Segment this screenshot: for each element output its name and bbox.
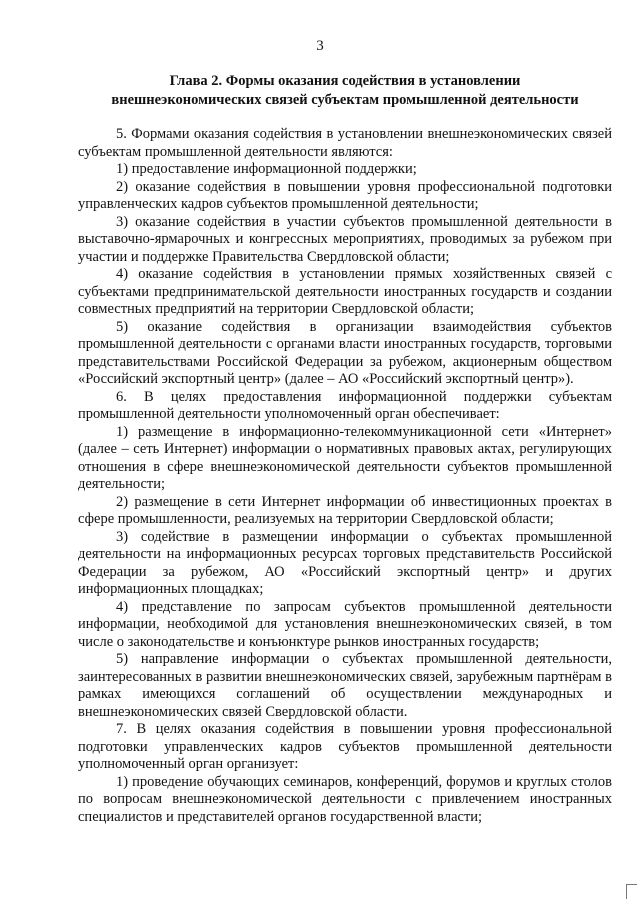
chapter-title (80, 72, 610, 110)
page-number: 3 (316, 38, 324, 54)
document-body (78, 126, 612, 826)
list-item-7-1: 1) проведение обучающих семинаров, конференций, форумов и круглых столов по вопросам внешнеэкономической деятельности с привлечением иностранных специалистов и представителей органов государственной власти; (78, 773, 612, 825)
scan-corner-mark (626, 884, 637, 899)
list-item-6-3: 3) содействие в размещении информации о субъектах промышленной деятельности на информационных ресурсах торговых представительств Российской Федерации за рубежом, АО «Российский экспортный центр» и других информационных площадках; (78, 528, 612, 597)
list-item-5-2: 2) оказание содействия в повышении уровня профессиональной подготовки управленческих кадров субъектов промышленной деятельности; (78, 178, 612, 212)
list-item-6-2: 2) размещение в сети Интернет информации об инвестиционных проектах в сфере промышленности, реализуемых на территории Свердловской области; (78, 493, 612, 527)
chapter-title-line-1: Глава 2. Формы оказания содействия в установлении (169, 73, 521, 89)
paragraph-5: 5. Формами оказания содействия в установлении внешнеэкономических связей субъектам промышленной деятельности являются: (78, 126, 612, 160)
list-item-6-4: 4) представление по запросам субъектов промышленной деятельности информации, необходимой для установления внешнеэкономических связей, в том числе о законодательстве и конъюнктуре рынков иностранных государств; (78, 598, 612, 650)
list-item-6-5: 5) направление информации о субъектах промышленной деятельности, заинтересованных в развитии внешнеэкономических связей, зарубежным партнёрам в рамках имеющихся соглашений об осуществлении международных и внешнеэкономических связей Свердловской области. (78, 651, 612, 720)
list-item-6-1: 1) размещение в информационно-телекоммуникационной сети «Интернет» (далее – сеть Интернет) информации о нормативных правовых актах, регулирующих отношения в сфере внешнеэкономической деятельности субъектов промышленной деятельности; (78, 423, 612, 492)
list-item-5-5: 5) оказание содействия в организации взаимодействия субъектов промышленной деятельности с органами власти иностранных государств, торговыми представительствами Российской Федерации за рубежом, акционерным обществом «Российский экспортный центр» (далее – АО «Российский экспортный центр»). (78, 318, 612, 387)
chapter-title-line-2: внешнеэкономических связей субъектам промышленной деятельности (111, 92, 579, 108)
list-item-5-3: 3) оказание содействия в участии субъектов промышленной деятельности в выставочно-ярмарочных и конгрессных мероприятиях, проводимых за рубежом при участии и поддержке Правительства Свердловской области; (78, 213, 612, 265)
list-item-5-1: 1) предоставление информационной поддержки; (116, 161, 417, 177)
paragraph-7: 7. В целях оказания содействия в повышении уровня профессиональной подготовки управленческих кадров субъектов промышленной деятельности уполномоченный орган организует: (78, 721, 612, 772)
list-item-5-4: 4) оказание содействия в установлении прямых хозяйственных связей с субъектами предпринимательской деятельности иностранных государств и создании совместных предприятий на территории Свердловской области; (78, 266, 612, 317)
paragraph-6: 6. В целях предоставления информационной поддержки субъектам промышленной деятельности уполномоченный орган обеспечивает: (78, 388, 612, 422)
